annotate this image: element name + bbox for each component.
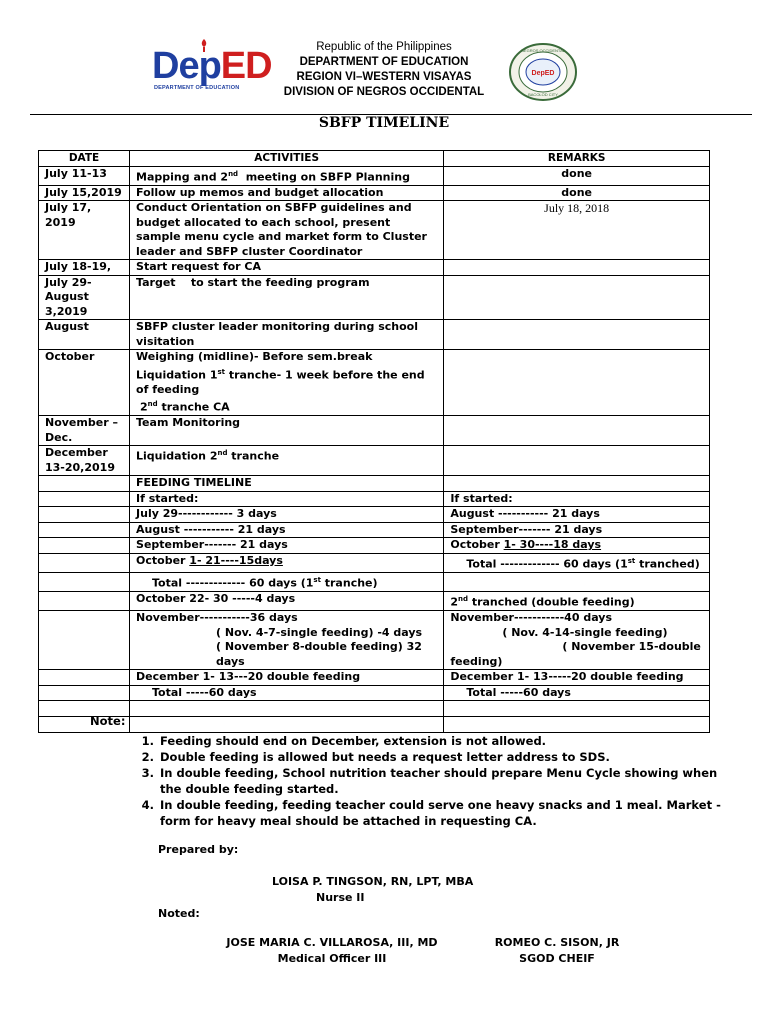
letterhead-text [270, 40, 498, 100]
page-title: SBFP TIMELINE [318, 115, 450, 131]
row-date: July 15,2019 [39, 185, 130, 201]
note-item: 1. Feeding should end on December, extension is not allowed. [158, 733, 730, 749]
noted-label: Noted: [158, 907, 200, 920]
row-remarks [444, 350, 710, 416]
row-activity: Start request for CA [130, 260, 444, 276]
prepared-by-label: Prepared by: [158, 843, 239, 856]
feeding-right-cell: October 1- 30----18 days [444, 538, 710, 554]
feeding-left-cell: October 22- 30 -----4 days [130, 592, 444, 611]
row-activity: SBFP cluster leader monitoring during school visitation [130, 320, 444, 350]
division-seal-icon [508, 42, 578, 102]
table-header-row [39, 151, 710, 167]
feeding-left-cell: July 29------------ 3 days [130, 507, 444, 523]
row-date: July 29-August 3,2019 [39, 275, 130, 320]
feeding-left-cell: October 1- 21----15days [130, 553, 444, 572]
note-item: 4. In double feeding, feeding teacher could serve one heavy snacks and 1 meal. Market - form for heavy meal should be attached in requesting CA. [158, 797, 730, 829]
row-remarks [444, 260, 710, 276]
table-row [39, 592, 710, 611]
table-row [39, 611, 710, 670]
row-date: December 13-20,2019 [39, 446, 130, 476]
note-list [90, 733, 730, 829]
feeding-left-cell: If started: [130, 491, 444, 507]
column-header-date: DATE [39, 151, 130, 167]
feeding-left-cell: August ----------- 21 days [130, 522, 444, 538]
noted-right-position: SGOD CHEIF [519, 952, 595, 965]
feeding-left-cell: Total -----60 days [130, 685, 444, 701]
table-row [39, 538, 710, 554]
feeding-right-cell: If started: [444, 491, 710, 507]
table-row [39, 416, 710, 446]
letterhead [0, 0, 768, 115]
row-activity: Weighing (midline)- Before sem.break Liquidation 1st tranche- 1 week before the end of feeding 2nd tranche CA [130, 350, 444, 416]
row-date: July 17, 2019 [39, 201, 130, 260]
row-remarks [444, 416, 710, 446]
table-row [39, 446, 710, 476]
svg-text:DepED: DepED [531, 70, 555, 77]
row-activity: Follow up memos and budget allocation [130, 185, 444, 201]
svg-text:BACOLOD CITY: BACOLOD CITY [528, 92, 558, 97]
row-date: July 18-19, [39, 260, 130, 276]
logo-subtitle: DEPARTMENT OF EDUCATION [154, 85, 240, 91]
header-line-department: DEPARTMENT OF EDUCATION [299, 56, 469, 68]
table-row [39, 166, 710, 185]
feeding-right-cell: 2nd tranched (double feeding) [444, 592, 710, 611]
table-row [39, 275, 710, 320]
table-row [39, 507, 710, 523]
feeding-right-cell: December 1- 13-----20 double feeding [444, 670, 710, 686]
feeding-right-cell: Total -----60 days [444, 685, 710, 701]
feeding-right-cell: August ----------- 21 days [444, 507, 710, 523]
header-line-region: REGION VI–WESTERN VISAYAS [296, 71, 472, 83]
table-row [39, 320, 710, 350]
row-date: October [39, 350, 130, 416]
feeding-left-cell: November-----------36 days ( Nov. 4-7-single feeding) -4 days ( November 8-double feeding) 32 days [130, 611, 444, 670]
noted-left-position: Medical Officer III [277, 952, 387, 965]
table-row [39, 553, 710, 572]
feeding-left-cell: Total ------------- 60 days (1st tranche) [130, 573, 444, 592]
row-remarks [444, 275, 710, 320]
note-item: 2. Double feeding is allowed but needs a request letter address to SDS. [158, 749, 730, 765]
feeding-timeline-heading: FEEDING TIMELINE [130, 476, 444, 492]
noted-left-name: JOSE MARIA C. VILLAROSA, III, MD [226, 936, 438, 949]
row-remarks [444, 320, 710, 350]
deped-logo [152, 44, 272, 104]
table-row [39, 522, 710, 538]
table-row [39, 185, 710, 201]
row-activity: Team Monitoring [130, 416, 444, 446]
feeding-right-cell: Total ------------- 60 days (1st tranched) [444, 553, 710, 572]
feeding-heading-row [39, 476, 710, 492]
row-activity: Liquidation 2nd tranche [130, 446, 444, 476]
header-line-republic: Republic of the Philippines [316, 41, 452, 53]
table-row [39, 350, 710, 416]
row-activity: Target to start the feeding program [130, 275, 444, 320]
column-header-remarks: REMARKS [444, 151, 710, 167]
feeding-left-cell: September------- 21 days [130, 538, 444, 554]
logo-wordmark: DepED [152, 45, 272, 87]
header-line-division: DIVISION OF NEGROS OCCIDENTAL [283, 86, 485, 98]
note-label: Note: [90, 714, 126, 728]
table-row [39, 573, 710, 592]
row-remarks: July 18, 2018 [444, 201, 710, 260]
row-date: August [39, 320, 130, 350]
table-row [39, 491, 710, 507]
row-date: November – Dec. [39, 416, 130, 446]
notes-section [90, 713, 730, 829]
feeding-left-cell: December 1- 13---20 double feeding [130, 670, 444, 686]
row-remarks: done [444, 185, 710, 201]
table-row [39, 201, 710, 260]
svg-text:NEGROS OCCIDENTAL: NEGROS OCCIDENTAL [521, 48, 565, 53]
feeding-right-cell: November-----------40 days ( Nov. 4-14-single feeding) ( November 15-double feeding) [444, 611, 710, 670]
table-row [39, 670, 710, 686]
table-row [39, 260, 710, 276]
prepared-by-position: Nurse II [316, 891, 365, 904]
row-date: July 11-13 [39, 166, 130, 185]
prepared-by-name: LOISA P. TINGSON, RN, LPT, MBA [272, 875, 474, 888]
row-activity: Mapping and 2nd meeting on SBFP Planning [130, 166, 444, 185]
note-item: 3. In double feeding, School nutrition teacher should prepare Menu Cycle showing when the double feeding started. [158, 765, 730, 797]
row-remarks [444, 446, 710, 476]
feeding-right-cell: September------- 21 days [444, 522, 710, 538]
table-row [39, 685, 710, 701]
timeline-table [38, 150, 710, 733]
row-activity: Conduct Orientation on SBFP guidelines and budget allocated to each school, present sample menu cycle and market form to Cluster leader and SBFP cluster Coordinator [130, 201, 444, 260]
noted-right-name: ROMEO C. SISON, JR [494, 936, 620, 949]
row-remarks: done [444, 166, 710, 185]
column-header-activities: ACTIVITIES [130, 151, 444, 167]
